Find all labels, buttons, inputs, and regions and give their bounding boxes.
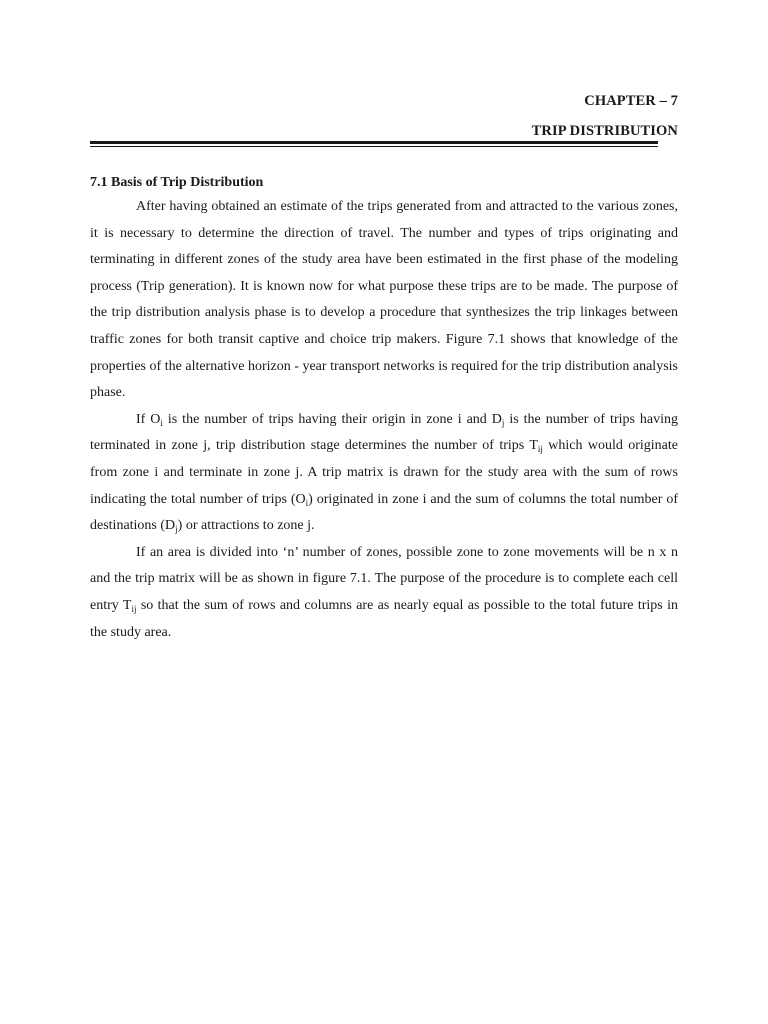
paragraph-1: After having obtained an estimate of the trips generated from and attracted to the various zones, it is necessary to determine the direction of travel. The number and types of trips originating and terminating in different zones of the study area have been estimated in the first phase of the modeling process (Trip generation). It is known now for what purpose these trips are to be made. The purpose of the trip distribution analysis phase is to develop a procedure that synthesizes the trip linkages between traffic zones for both transit captive and choice trip makers. Figure 7.1 shows that knowledge of the properties of the alternative horizon - year transport networks is required for the trip distribution analysis phase. — [90, 199, 678, 401]
subscript-j: j — [501, 417, 505, 428]
subscript-j: j — [175, 524, 178, 535]
paragraph-2 — [90, 407, 678, 540]
subscript-ij: ij — [537, 444, 543, 455]
chapter-number: CHAPTER – 7 — [584, 93, 678, 109]
chapter-title: TRIP DISTRIBUTION — [531, 123, 678, 139]
paragraph-3-text-1: If an area is divided into ‘n’ number of zones, possible zone to zone movements will be n x n and the trip matrix will be as shown in figure 7.1. The purpose of the procedure is to complete each cell entry T — [90, 544, 678, 613]
subscript-i: i — [305, 497, 309, 508]
subscript-ij: ij — [131, 603, 137, 614]
header-rule-thin — [90, 146, 658, 147]
paragraph-2-text-1: If O — [136, 411, 161, 427]
header-rule-thick — [90, 141, 658, 144]
document-body — [90, 172, 678, 646]
chapter-header — [532, 92, 678, 140]
paragraph-2-text-2: is the number of trips having their origin in zone i and D — [162, 411, 502, 427]
subscript-i: i — [160, 417, 163, 428]
paragraph-2-text-5: ) originated in zone i and the sum of columns the total number of destinations (D — [90, 491, 678, 534]
section-heading: 7.1 Basis of Trip Distribution — [90, 175, 264, 190]
paragraph-2-text-3: is the number of trips having terminated in zone j, trip distribution stage determines the number of trips T — [90, 411, 678, 454]
paragraph-2-text-4: which would originate from zone i and terminate in zone j. A trip matrix is drawn for the study area with the sum of rows indicating the total number of trips (O — [90, 438, 678, 507]
paragraph-3-text-2: so that the sum of rows and columns are as nearly equal as possible to the total future trips in the study area. — [90, 597, 678, 640]
paragraph-2-text-6: ) or attractions to zone j. — [177, 518, 315, 534]
paragraph-3 — [90, 540, 678, 646]
